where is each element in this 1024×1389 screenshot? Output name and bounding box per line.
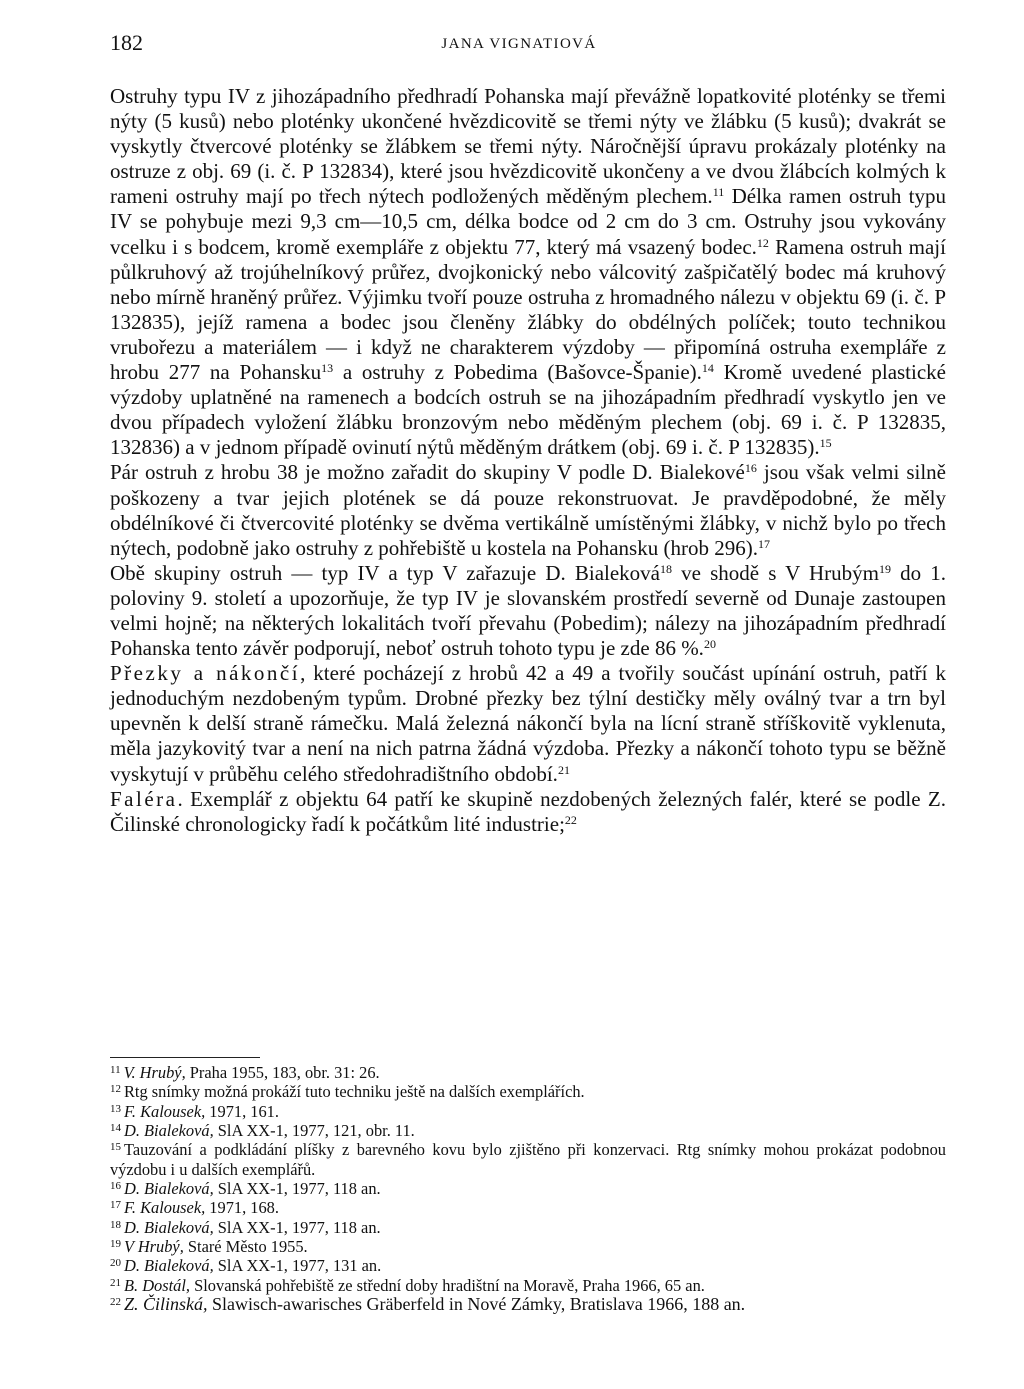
footnote-ref: 16: [744, 461, 757, 476]
footnote: [110, 1121, 946, 1140]
text-run: Obě skupiny ostruh — typ IV a typ V zařazuje D. Bialeková: [110, 560, 661, 585]
footnote-ref: 20: [703, 637, 716, 652]
footnote-text: SlA XX-1, 1977, 121, obr. 11.: [213, 1121, 415, 1141]
footnote-ref: 13: [321, 361, 334, 376]
footnote: [110, 1140, 946, 1179]
footnote-number: 18: [110, 1218, 121, 1231]
footnote-author: F. Kalousek,: [124, 1198, 206, 1218]
paragraph-5: [110, 787, 946, 837]
text-run: ve shodě s V Hrubým: [672, 560, 880, 585]
text-run: Délka ramen ostruh typu IV se pohybuje mezi 9,3 cm—10,5 cm, délka bodce od 2 cm do 3 cm. Ostruhy jsou vykovány vcelku i s bodcem, kromě exempláře z objektu 77, který má vsazený bodec.: [110, 184, 947, 259]
running-head: JANA VIGNATIOVÁ: [441, 36, 597, 52]
footnote-number: 14: [110, 1122, 121, 1135]
footnote-divider: [110, 1057, 260, 1058]
footnote-author: B. Dostál,: [124, 1275, 191, 1295]
footnote: [110, 1198, 946, 1217]
text-run: jsou však velmi silně poškozeny a tvar jejich plotének se dá pouze rekonstruovat. Je pravděpodobné, že měly obdélníkové či čtvercovité ploténky se dvěma vertikálně umístěnými žlábky, v nichž bylo po třech nýtech, podobně jako ostruhy z pohřebiště u kostela na Pohansku (hrob 296).: [110, 460, 946, 560]
footnote-text: Slawisch-awarisches Gräberfeld in Nové Zámky, Bratislava 1966, 188 an.: [207, 1294, 746, 1315]
footnote-text: Rtg snímky možná prokáží tuto techniku ještě na dalších exemplářích.: [124, 1082, 585, 1102]
footnotes: [110, 1063, 946, 1314]
text-run: a ostruhy z Pobedima (Bašovce-Španie).: [333, 360, 702, 385]
paragraph-4: [110, 661, 946, 786]
footnote-text: Slovanská pohřebiště ze střední doby hradištní na Moravě, Praha 1966, 65 an.: [190, 1275, 705, 1295]
paragraph-3: [110, 561, 946, 661]
footnote-author: D. Bialeková,: [124, 1121, 214, 1141]
spaced-lead: Faléra: [110, 786, 178, 811]
footnote: [110, 1082, 946, 1101]
spaced-lead: Přezky a nákončí: [110, 661, 301, 686]
footnote: [110, 1102, 946, 1121]
footnote: [110, 1218, 946, 1237]
footnote-author: V. Hrubý,: [123, 1063, 186, 1082]
text-run: Ostruhy typu IV z jihozápadního předhradí Pohanska mají převážně lopatkovité ploténky se třemi nýty (5 kusů) nebo ploténky ukončené hvězdicovitě se třemi nýty ve žlábku (5 kusů); dvakrát se vyskytly čtvercové ploténky se žlábkem se třemi nýty. Náročnější úpravu prokázaly ploténky na ostruze z obj. 69 (i. č. P 132834), které jsou hvězdicovitě ukončeny a ve dvou žlábcích kolmých k rameni ostruhy mají po třech nýtech podložených měděným plechem.: [110, 84, 946, 209]
footnote-author: F. Kalousek,: [124, 1101, 206, 1121]
text-run: do 1. poloviny 9. století a upozorňuje, že typ IV je slovanském prostředí severně od Dunaje zastoupen velmi hojně; na některých lokalitách tvoří převahu (Pobedim); nálezy na jihozápadním předhradí Pohanska tento závěr podporují, neboť ostruh tohoto typu je zde 86 %.: [110, 560, 947, 661]
footnote-text: 1971, 168.: [205, 1198, 279, 1218]
footnote-text: SlA XX-1, 1977, 118 an.: [213, 1179, 381, 1199]
footnote: [110, 1063, 946, 1082]
footnote-text: SlA XX-1, 1977, 118 an.: [213, 1217, 381, 1237]
footnote-author: D. Bialeková,: [124, 1179, 214, 1199]
text-run: Kromě uvedené plastické výzdoby uplatněné na ramenech a bodcích ostruh se na jihozápadním předhradí vyskytlo jen ve dvou případech vyložení žlábku bronzovým nebo měděným plechem (obj. 69 i. č. P 132835, 132836) a v jednom případě ovinutí nýtů měděným drátkem (obj. 69 i. č. P 132835).: [110, 360, 946, 460]
footnote-number: 16: [110, 1180, 121, 1193]
footnote-ref: 22: [564, 812, 577, 827]
text-run: Ramena ostruh mají půlkruhový až trojúhelníkový průřez, dvojkonický nebo válcovitý zašpičatělý bodec má kruhový nebo mírně hraněný průřez. Výjimku tvoří pouze ostruha z hromadného nálezu v objektu 69 (i. č. P 132835), jejíž ramena a bodec jsou členěny žlábky do obdélných políček; touto technikou vrubořezu a materiálem — i když ne charakterem výzdoby — připomíná ostruha exempláře z hrobu 277 na Pohansku: [110, 234, 946, 385]
footnote-number: 20: [110, 1257, 121, 1270]
paragraph-2: [110, 460, 946, 560]
text-run: , které pocházejí z hrobů 42 a 49 a tvořily součást upínání ostruh, patří k jednoduchým nezdobeným typům. Drobné přezky bez týlní destičky měly oválný tvar a trn byl upevněn k delší straně rámečku. Malá železná nákončí byla na lícní straně stříškovitě vyklenuta, měla jazykovitý tvar a není na nich patrna žádná výzdoba. Přezky a nákončí tohoto typu se běžně vyskytují v průběhu celého středohradištního období.: [110, 661, 946, 786]
footnote-number: 21: [110, 1276, 121, 1289]
paragraph-1: [110, 84, 946, 460]
footnote-text: Staré Město 1955.: [183, 1237, 308, 1257]
footnote-ref: 21: [557, 762, 570, 777]
footnote: [110, 1256, 946, 1275]
footnote-number: 15: [110, 1141, 121, 1154]
footnote-author: Z. Čilinská,: [124, 1294, 208, 1315]
footnote-ref: 15: [819, 436, 832, 451]
footnote-ref: 12: [756, 235, 769, 250]
footnote-ref: 18: [660, 561, 673, 576]
footnote-text: SlA XX-1, 1977, 131 an.: [213, 1256, 382, 1276]
footnote-ref: 11: [712, 185, 725, 200]
footnote-number: 12: [110, 1083, 121, 1096]
footnote-author: D. Bialeková,: [124, 1217, 214, 1237]
footnote: [110, 1237, 946, 1256]
footnote-number: 17: [110, 1199, 121, 1212]
text-run: Pár ostruh z hrobu 38 je možno zařadit do skupiny V podle D. Bialekové: [110, 460, 745, 485]
footnote-text: 1971, 161.: [205, 1101, 279, 1121]
footnote-author: V Hrubý,: [124, 1237, 184, 1257]
footnote: [110, 1295, 946, 1314]
footnote-ref: 17: [757, 536, 770, 551]
page-number: 182: [110, 30, 143, 55]
footnote: [110, 1276, 946, 1295]
footnote-number: 22: [110, 1296, 121, 1309]
footnote-author: D. Bialeková,: [124, 1256, 214, 1276]
footnote-ref: 19: [879, 561, 892, 576]
text-run: . Exemplář z objektu 64 patří ke skupině nezdobených železných falér, které se podle Z. Čilinské chronologicky řadí k počátkům lité industrie;: [110, 786, 946, 836]
footnote-text: Tauzování a podkládání plíšky z barevného kovu bylo zjištěno při konzervaci. Rtg snímky mohou prokázat podobnou výzdobu i u dalších exemplářů.: [110, 1140, 946, 1179]
footnote-ref: 14: [701, 361, 714, 376]
footnote-text: Praha 1955, 183, obr. 31: 26.: [185, 1063, 380, 1082]
footnote: [110, 1179, 946, 1198]
footnote-number: 11: [110, 1064, 121, 1076]
footnote-number: 19: [110, 1238, 121, 1251]
footnote-number: 13: [110, 1102, 121, 1115]
page-header: [110, 26, 928, 62]
body-text: [110, 84, 946, 837]
